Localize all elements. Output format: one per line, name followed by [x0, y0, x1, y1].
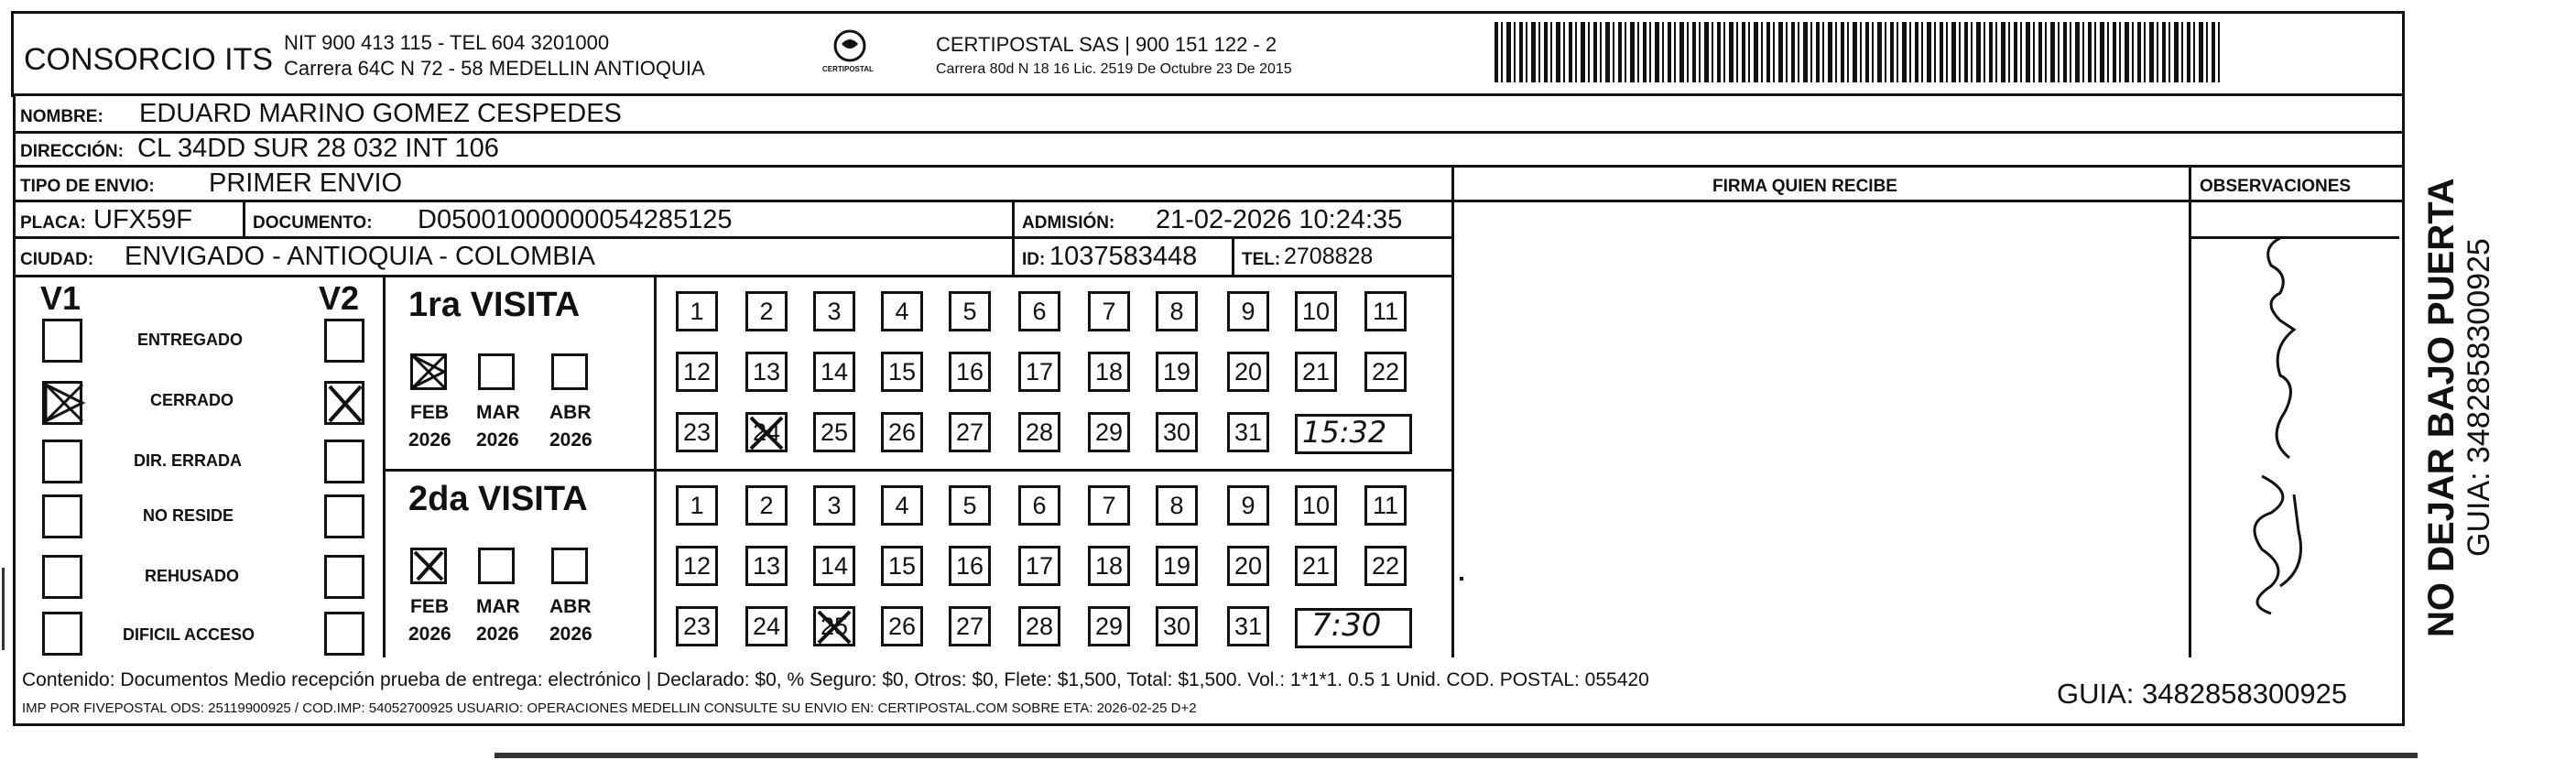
visit-1-day-1[interactable]: 1 [676, 291, 718, 331]
signature-title: FIRMA QUIEN RECIBE [1712, 177, 1897, 196]
visit-1-day-25[interactable]: 25 [813, 412, 855, 452]
scan-edge-line [495, 753, 2418, 758]
company-name: CONSORCIO ITS [24, 42, 274, 77]
v2-checkbox-no-reside[interactable] [324, 494, 364, 538]
plate-label: PLACA: [20, 213, 86, 233]
visit-1-year-mar: 2026 [476, 429, 519, 451]
visit-2-day-3[interactable]: 3 [813, 485, 855, 526]
visit-1-day-mark-icon [745, 412, 788, 452]
v1-checkbox-rehusado[interactable] [42, 555, 82, 599]
visit-2-day-29[interactable]: 29 [1088, 606, 1130, 646]
visit-1-day-13[interactable]: 13 [745, 352, 788, 392]
v1-checkbox-dir-errada[interactable] [42, 440, 82, 483]
visit-1-day-23[interactable]: 23 [676, 412, 718, 452]
visit-2-day-26[interactable]: 26 [881, 606, 923, 646]
visit-1-title: 1ra VISITA [408, 286, 581, 324]
side-guia: GUIA: 3482858300925 [2462, 238, 2496, 557]
visit-2-year-mar: 2026 [476, 624, 519, 645]
certipostal-logo [813, 26, 886, 81]
v2-checkbox-dificil-acceso[interactable] [324, 612, 364, 656]
barcode [1495, 22, 2220, 82]
visit-2-day-28[interactable]: 28 [1018, 606, 1060, 646]
visit-1-day-20[interactable]: 20 [1227, 352, 1269, 392]
visit-1-day-26[interactable]: 26 [881, 412, 923, 452]
tel-label: TEL: [1242, 250, 1281, 269]
tel-value: 2708828 [1284, 244, 1374, 269]
document-label: DOCUMENTO: [253, 213, 373, 233]
status-dir-errada: DIR. ERRADA [134, 451, 243, 470]
signature-dot [1460, 577, 1463, 581]
visit-1-day-17[interactable]: 17 [1018, 352, 1060, 392]
visit-1-year-feb: 2026 [408, 429, 451, 451]
company-line-1: NIT 900 413 115 - TEL 604 3201000 [284, 31, 610, 54]
v2-checkbox-dir-errada[interactable] [324, 440, 364, 483]
status-rehusado: REHUSADO [145, 567, 240, 585]
footer-guia: GUIA: 3482858300925 [2057, 678, 2348, 710]
visit-2-day-12[interactable]: 12 [676, 546, 718, 586]
recipient-address: CL 34DD SUR 28 032 INT 106 [137, 134, 499, 163]
visit-2-day-14[interactable]: 14 [813, 546, 855, 586]
city-value: ENVIGADO - ANTIOQUIA - COLOMBIA [125, 242, 596, 271]
visit-1-day-16[interactable]: 16 [949, 352, 991, 392]
visit-2-day-18[interactable]: 18 [1088, 546, 1130, 586]
visit-1-day-10[interactable]: 10 [1295, 291, 1337, 331]
address-label: DIRECCIÓN: [20, 142, 124, 161]
visit-2-day-8[interactable]: 8 [1156, 485, 1198, 526]
visit-1-day-4[interactable]: 4 [881, 291, 923, 331]
visit-2-year-abr: 2026 [549, 624, 592, 645]
visit-2-day-20[interactable]: 20 [1227, 546, 1269, 586]
admission-label: ADMISIÓN: [1022, 213, 1115, 233]
visit-2-day-mark-icon [813, 606, 855, 646]
v2-checkbox-entregado[interactable] [324, 319, 364, 363]
signature-area[interactable] [1456, 203, 2187, 657]
visit-2-day-10[interactable]: 10 [1295, 485, 1337, 526]
visit-2-day-9[interactable]: 9 [1227, 485, 1269, 526]
visit-2-day-1[interactable]: 1 [676, 485, 718, 526]
visit-2-day-25[interactable] [813, 606, 855, 646]
visit-1-day-7[interactable]: 7 [1088, 291, 1130, 331]
v1-checkbox-entregado[interactable] [42, 319, 82, 363]
visit-2-day-7[interactable]: 7 [1088, 485, 1130, 526]
visit-2-day-23[interactable]: 23 [676, 606, 718, 646]
visit-1-day-12[interactable]: 12 [676, 352, 718, 392]
footer-content: Contenido: Documentos Medio recepción prueba de entrega: electrónico | Declarado: $0, % Seguro: $0, Otros: $0, Flete: $1,500, Total: $1,500. Vol.: 1*1*1. 0.5 1 Unid. COD. POSTAL: 055420 [22, 669, 1649, 690]
visit-1-day-9[interactable]: 9 [1227, 291, 1269, 331]
recipient-name: EDUARD MARINO GOMEZ CESPEDES [139, 99, 622, 128]
company-line-2: Carrera 64C N 72 - 58 MEDELLIN ANTIOQUIA [284, 57, 705, 80]
visit-1-day-18[interactable]: 18 [1088, 352, 1130, 392]
visit-1-day-24[interactable] [745, 412, 788, 452]
visit-1-day-15[interactable]: 15 [881, 352, 923, 392]
visit-1-day-2[interactable]: 2 [745, 291, 788, 331]
v1-cerrado-check-icon [42, 379, 88, 427]
visit-2-day-19[interactable]: 19 [1156, 546, 1198, 586]
scan-left-tick [2, 568, 5, 650]
visit-1-day-27[interactable]: 27 [949, 412, 991, 452]
visit-2-month-abr: ABR [549, 596, 592, 617]
visit-1-day-8[interactable]: 8 [1156, 291, 1198, 331]
type-label: TIPO DE ENVIO: [20, 177, 155, 196]
side-warning: NO DEJAR BAJO PUERTA [2421, 178, 2462, 637]
visit-1-month-feb: FEB [410, 402, 449, 423]
visit-1-day-5[interactable]: 5 [949, 291, 991, 331]
v1-label: V1 [40, 279, 82, 317]
visit-1-day-22[interactable]: 22 [1364, 352, 1407, 392]
visit-2-month-feb: FEB [410, 596, 449, 617]
id-value: 1037583448 [1049, 242, 1198, 271]
courier-line-2: Carrera 80d N 18 16 Lic. 2519 De Octubre 23 De 2015 [936, 61, 1292, 77]
visit-1-day-30[interactable]: 30 [1156, 412, 1198, 452]
visit-1-day-29[interactable]: 29 [1088, 412, 1130, 452]
visit-1-month-mar-checkbox[interactable] [478, 353, 515, 390]
status-dificil-acceso: DIFICIL ACCESO [123, 625, 255, 644]
visit-1-day-19[interactable]: 19 [1156, 352, 1198, 392]
status-no-reside: NO RESIDE [143, 506, 234, 525]
visit-2-day-30[interactable]: 30 [1156, 606, 1198, 646]
visit-2-title: 2da VISITA [408, 480, 588, 518]
visit-1-day-31[interactable]: 31 [1227, 412, 1269, 452]
visit-2-day-label: 25 [820, 612, 849, 640]
visit-2-time: 7:30 [1311, 607, 1382, 644]
plate-value: UFX59F [93, 205, 192, 234]
visit-1-day-11[interactable]: 11 [1364, 291, 1407, 331]
visit-2-day-16[interactable]: 16 [949, 546, 991, 586]
visit-1-day-21[interactable]: 21 [1295, 352, 1337, 392]
visit-2-day-4[interactable]: 4 [881, 485, 923, 526]
footer-imp: IMP POR FIVEPOSTAL ODS: 25119900925 / COD.IMP: 54052700925 USUARIO: OPERACIONES MEDELLIN CONSULTE SU ENVIO EN: CERTIPOSTAL.COM SOBRE ETA: 2026-02-25 D+2 [22, 700, 1197, 716]
courier-line-1: CERTIPOSTAL SAS | 900 151 122 - 2 [936, 33, 1277, 56]
visit-2-day-11[interactable]: 11 [1364, 485, 1407, 526]
visit-1-day-3[interactable]: 3 [813, 291, 855, 331]
visit-1-month-mar: MAR [476, 402, 520, 423]
visit-2-month-mar: MAR [476, 596, 520, 617]
visit-2-day-17[interactable]: 17 [1018, 546, 1060, 586]
visit-2-month-mar-checkbox[interactable] [478, 548, 515, 584]
visit-2-feb-check-icon [410, 548, 447, 584]
admission-value: 21-02-2026 10:24:35 [1156, 205, 1403, 234]
visit-2-day-24[interactable]: 24 [745, 606, 788, 646]
shipment-type: PRIMER ENVIO [209, 168, 403, 198]
visit-2-day-31[interactable]: 31 [1227, 606, 1269, 646]
visit-1-day-label: 24 [752, 418, 781, 446]
v2-cerrado-check-icon [324, 381, 366, 427]
status-entregado: ENTREGADO [137, 331, 244, 349]
visit-1-day-6[interactable]: 6 [1018, 291, 1060, 331]
visit-2-day-2[interactable]: 2 [745, 485, 788, 526]
visit-2-day-15[interactable]: 15 [881, 546, 923, 586]
visit-2-year-feb: 2026 [408, 624, 451, 645]
logo-text: CERTIPOSTAL [822, 65, 874, 73]
name-label: NOMBRE: [20, 107, 103, 126]
visit-1-time: 15:32 [1302, 415, 1387, 450]
status-cerrado: CERRADO [150, 391, 234, 409]
visit-2-day-27[interactable]: 27 [949, 606, 991, 646]
visit-2-day-13[interactable]: 13 [745, 546, 788, 586]
visit-1-feb-check-icon [410, 353, 447, 390]
visit-1-day-14[interactable]: 14 [813, 352, 855, 392]
city-label: CIUDAD: [20, 250, 94, 269]
visit-2-day-22[interactable]: 22 [1364, 546, 1407, 586]
v2-checkbox-rehusado[interactable] [324, 555, 364, 599]
visit-2-day-21[interactable]: 21 [1295, 546, 1337, 586]
document-value: D05001000000054285125 [418, 205, 733, 234]
v2-label: V2 [319, 279, 360, 317]
id-label: ID: [1022, 250, 1046, 269]
handwritten-signature-image [2216, 220, 2344, 623]
visit-1-month-abr-checkbox[interactable] [551, 353, 588, 390]
visit-2-day-6[interactable]: 6 [1018, 485, 1060, 526]
v1-checkbox-dificil-acceso[interactable] [42, 612, 82, 656]
visit-2-day-5[interactable]: 5 [949, 485, 991, 526]
observations-title: OBSERVACIONES [2200, 177, 2352, 196]
visit-2-month-abr-checkbox[interactable] [551, 548, 588, 584]
v1-checkbox-no-reside[interactable] [42, 494, 82, 538]
visit-1-year-abr: 2026 [549, 429, 592, 451]
visit-1-month-abr: ABR [549, 402, 592, 423]
visit-1-day-28[interactable]: 28 [1018, 412, 1060, 452]
